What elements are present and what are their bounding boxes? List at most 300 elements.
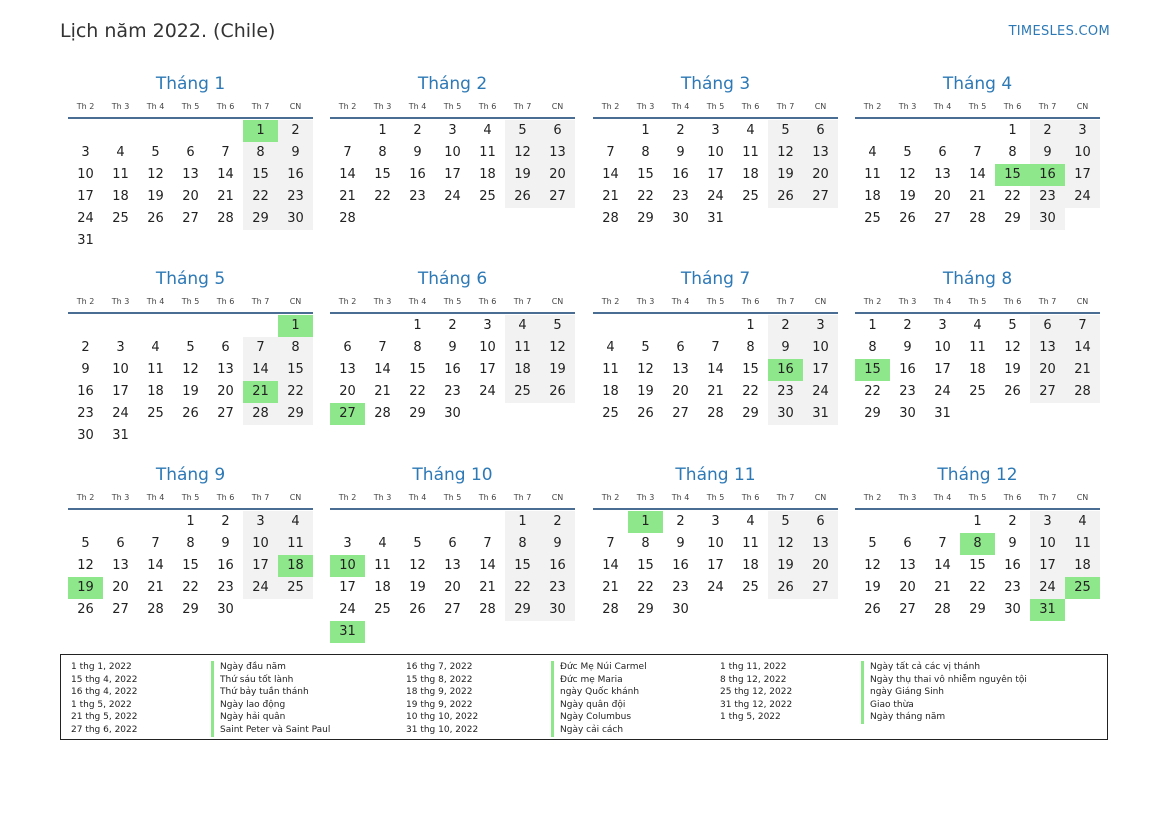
day-cell: 11	[864, 167, 881, 182]
day-cell: 4	[278, 511, 313, 533]
day-cell: 4	[746, 123, 755, 138]
day-cell: 5	[186, 340, 195, 355]
day-cell: 11	[479, 145, 496, 160]
day-cell: 17	[934, 362, 951, 377]
day-cell: 27	[934, 211, 951, 226]
day-cell: 4	[116, 145, 125, 160]
legend-date: 15 thg 8, 2022	[406, 674, 473, 685]
day-cell: 26	[540, 381, 575, 403]
day-cell: 3	[243, 511, 278, 533]
day-cell: 29	[637, 602, 654, 617]
day-cell: 15	[637, 558, 654, 573]
day-cell: 29	[243, 208, 278, 230]
day-cell: 17	[112, 384, 129, 399]
empty-cell	[103, 511, 138, 533]
weekday-label: CN	[814, 297, 827, 306]
weekday-label: Th 2	[76, 493, 95, 502]
day-cell: 27	[112, 602, 129, 617]
day-cell: 25	[969, 384, 986, 399]
day-cell: 13	[444, 558, 461, 573]
legend-holiday-name: Ngày lao động	[220, 699, 286, 710]
month-block	[593, 265, 838, 425]
empty-cell	[138, 511, 173, 533]
legend-holiday-name: Đức mẹ Maria	[560, 674, 623, 685]
day-cell: 16	[409, 167, 426, 182]
day-cell: 28	[602, 602, 619, 617]
month-block	[855, 265, 1100, 425]
weekday-label: Th 2	[601, 297, 620, 306]
day-cell: 5	[768, 511, 803, 533]
legend-date: 1 thg 1, 2022	[71, 662, 132, 672]
day-cell: 8	[243, 142, 278, 164]
day-cell: 5	[868, 536, 877, 551]
day-cell: 11	[278, 533, 313, 555]
day-cell: 17	[1065, 164, 1100, 186]
day-cell: 21	[602, 189, 619, 204]
day-cell: 22	[637, 189, 654, 204]
day-cell: 1	[505, 511, 540, 533]
day-cell: 9	[448, 340, 457, 355]
weekday-label: Th 2	[601, 102, 620, 111]
day-cell: 27	[803, 577, 838, 599]
day-cell: 29	[278, 403, 313, 425]
day-cell: 17	[444, 167, 461, 182]
day-cell: 3	[1030, 511, 1065, 533]
brand-link[interactable]: TIMESLES.COM	[1008, 24, 1110, 39]
day-cell: 4	[973, 318, 982, 333]
holiday-day-cell: 15	[855, 359, 890, 381]
legend-holiday-name: Ngày hải quân	[220, 712, 286, 723]
day-cell: 22	[1004, 189, 1021, 204]
day-cell: 6	[186, 145, 195, 160]
legend-date: 16 thg 7, 2022	[406, 662, 473, 672]
day-cell: 22	[637, 580, 654, 595]
weekday-label: Th 5	[968, 297, 987, 306]
weekday-label: Th 6	[1003, 297, 1022, 306]
day-cell: 30	[672, 602, 689, 617]
day-cell: 22	[243, 186, 278, 208]
day-cell: 19	[147, 189, 164, 204]
day-cell: 22	[278, 381, 313, 403]
weekday-label: Th 2	[338, 493, 357, 502]
weekday-header	[855, 98, 1100, 119]
empty-cell	[208, 315, 243, 337]
legend-holiday-name: Ngày thụ thai vô nhiễm nguyên tội	[870, 674, 1027, 685]
day-cell: 5	[505, 120, 540, 142]
day-cell: 12	[409, 558, 426, 573]
weekday-label: Th 5	[968, 102, 987, 111]
day-cell: 2	[676, 514, 685, 529]
weekday-label: Th 6	[216, 297, 235, 306]
day-cell: 11	[602, 362, 619, 377]
day-grid	[68, 120, 313, 252]
day-cell: 18	[147, 384, 164, 399]
day-cell: 14	[217, 167, 234, 182]
day-cell: 27	[803, 186, 838, 208]
day-cell: 8	[1008, 145, 1017, 160]
weekday-label: Th 3	[636, 493, 655, 502]
weekday-label: Th 3	[373, 102, 392, 111]
day-cell: 16	[444, 362, 461, 377]
day-cell: 14	[602, 558, 619, 573]
day-cell: 12	[182, 362, 199, 377]
day-cell: 20	[112, 580, 129, 595]
day-cell: 3	[448, 123, 457, 138]
empty-cell	[698, 315, 733, 337]
day-cell: 8	[641, 536, 650, 551]
page-title: Lịch năm 2022. (Chile)	[60, 20, 276, 42]
day-cell: 21	[339, 189, 356, 204]
day-cell: 1	[186, 514, 195, 529]
day-cell: 6	[803, 511, 838, 533]
holiday-day-cell: 16	[1030, 164, 1065, 186]
day-cell: 20	[444, 580, 461, 595]
day-cell: 19	[768, 555, 803, 577]
weekday-label: Th 7	[513, 102, 532, 111]
day-cell: 25	[374, 602, 391, 617]
day-cell: 15	[637, 167, 654, 182]
day-cell: 19	[864, 580, 881, 595]
empty-cell	[138, 120, 173, 142]
day-cell: 24	[77, 211, 94, 226]
day-cell: 23	[899, 384, 916, 399]
day-cell: 10	[243, 533, 278, 555]
weekday-header	[593, 293, 838, 314]
empty-cell	[593, 315, 628, 337]
day-cell: 18	[864, 189, 881, 204]
holiday-day-cell: 16	[768, 359, 803, 381]
weekday-label: Th 3	[111, 102, 130, 111]
weekday-label: Th 2	[76, 102, 95, 111]
legend-date: 1 thg 5, 2022	[720, 712, 781, 723]
day-cell: 20	[217, 384, 234, 399]
day-cell: 10	[803, 337, 838, 359]
day-cell: 14	[969, 167, 986, 182]
day-cell: 19	[182, 384, 199, 399]
day-cell: 1	[641, 123, 650, 138]
day-cell: 21	[1065, 359, 1100, 381]
day-cell: 24	[707, 189, 724, 204]
weekday-label: Th 2	[863, 297, 882, 306]
day-cell: 22	[374, 189, 391, 204]
day-cell: 27	[672, 406, 689, 421]
day-cell: 5	[81, 536, 90, 551]
day-cell: 16	[77, 384, 94, 399]
legend-dates	[720, 661, 860, 724]
day-cell: 30	[444, 406, 461, 421]
day-cell: 13	[672, 362, 689, 377]
legend-date: 16 thg 4, 2022	[71, 687, 138, 698]
empty-cell	[330, 315, 365, 337]
legend-holiday-name: Ngày đầu năm	[220, 662, 286, 672]
weekday-label: Th 6	[478, 297, 497, 306]
empty-cell	[103, 120, 138, 142]
weekday-label: Th 3	[898, 493, 917, 502]
month-title: Tháng 1	[155, 74, 226, 94]
day-cell: 15	[969, 558, 986, 573]
legend-date: 31 thg 12, 2022	[720, 699, 793, 710]
day-cell: 19	[505, 164, 540, 186]
day-cell: 15	[278, 359, 313, 381]
day-cell: 18	[742, 558, 759, 573]
day-cell: 14	[707, 362, 724, 377]
day-cell: 7	[973, 145, 982, 160]
day-cell: 25	[602, 406, 619, 421]
weekday-label: Th 3	[898, 297, 917, 306]
legend-holiday-name: Thứ bảy tuần thánh	[220, 687, 309, 698]
day-cell: 23	[409, 189, 426, 204]
day-cell: 7	[378, 340, 387, 355]
empty-cell	[330, 120, 365, 142]
weekday-label: Th 7	[513, 297, 532, 306]
empty-cell	[173, 315, 208, 337]
empty-cell	[925, 120, 960, 142]
empty-cell	[365, 315, 400, 337]
weekday-label: Th 6	[1003, 493, 1022, 502]
day-cell: 1	[746, 318, 755, 333]
weekday-label: Th 4	[933, 493, 952, 502]
day-cell: 26	[899, 211, 916, 226]
day-cell: 30	[768, 403, 803, 425]
day-cell: 28	[147, 602, 164, 617]
weekday-label: Th 6	[216, 493, 235, 502]
day-cell: 21	[602, 580, 619, 595]
day-cell: 15	[742, 362, 759, 377]
day-cell: 3	[711, 123, 720, 138]
day-cell: 20	[934, 189, 951, 204]
month-block	[330, 461, 575, 643]
day-cell: 2	[221, 514, 230, 529]
empty-cell	[663, 315, 698, 337]
day-cell: 5	[768, 120, 803, 142]
month-title: Tháng 9	[155, 465, 226, 485]
day-grid	[68, 315, 313, 447]
day-cell: 29	[637, 211, 654, 226]
day-cell: 26	[409, 602, 426, 617]
day-grid	[330, 120, 575, 230]
holiday-day-cell: 15	[995, 164, 1030, 186]
legend-holiday-name: Ngày tất cả các vị thánh	[870, 662, 981, 672]
day-cell: 25	[742, 580, 759, 595]
weekday-label: Th 6	[216, 102, 235, 111]
day-cell: 9	[903, 340, 912, 355]
day-cell: 27	[444, 602, 461, 617]
day-cell: 21	[374, 384, 391, 399]
weekday-label: CN	[551, 102, 564, 111]
day-cell: 30	[899, 406, 916, 421]
day-cell: 24	[934, 384, 951, 399]
empty-cell	[68, 315, 103, 337]
day-cell: 13	[112, 558, 129, 573]
weekday-label: Th 2	[863, 493, 882, 502]
legend-names	[211, 661, 330, 737]
day-cell: 27	[182, 211, 199, 226]
legend-date: 19 thg 9, 2022	[406, 699, 473, 710]
weekday-label: Th 7	[776, 493, 795, 502]
day-cell: 13	[803, 142, 838, 164]
weekday-header	[855, 293, 1100, 314]
day-cell: 2	[903, 318, 912, 333]
day-cell: 15	[374, 167, 391, 182]
weekday-label: CN	[814, 493, 827, 502]
weekday-label: Th 4	[933, 102, 952, 111]
day-cell: 25	[112, 211, 129, 226]
weekday-label: Th 5	[968, 493, 987, 502]
holiday-day-cell: 21	[243, 381, 278, 403]
day-cell: 26	[77, 602, 94, 617]
day-cell: 10	[934, 340, 951, 355]
day-cell: 3	[343, 536, 352, 551]
day-cell: 9	[221, 536, 230, 551]
day-cell: 25	[864, 211, 881, 226]
weekday-label: Th 2	[76, 297, 95, 306]
day-cell: 10	[1030, 533, 1065, 555]
day-cell: 31	[803, 403, 838, 425]
legend-date: 1 thg 5, 2022	[71, 699, 132, 710]
weekday-label: Th 3	[636, 297, 655, 306]
day-cell: 11	[1065, 533, 1100, 555]
day-cell: 31	[112, 428, 129, 443]
day-cell: 16	[899, 362, 916, 377]
weekday-label: Th 2	[338, 102, 357, 111]
month-block	[68, 70, 313, 252]
day-cell: 1	[1008, 123, 1017, 138]
day-cell: 7	[483, 536, 492, 551]
empty-cell	[138, 315, 173, 337]
day-cell: 18	[505, 359, 540, 381]
legend-date: 18 thg 9, 2022	[406, 687, 473, 698]
weekday-label: Th 7	[251, 493, 270, 502]
day-cell: 28	[602, 211, 619, 226]
legend-holiday-name: Ngày quân đội	[560, 699, 626, 710]
month-title: Tháng 8	[942, 269, 1013, 289]
month-title: Tháng 4	[942, 74, 1013, 94]
holiday-day-cell: 10	[330, 555, 365, 577]
weekday-label: CN	[551, 297, 564, 306]
day-cell: 7	[938, 536, 947, 551]
day-cell: 23	[672, 189, 689, 204]
weekday-label: Th 2	[601, 493, 620, 502]
day-cell: 30	[540, 599, 575, 621]
day-cell: 6	[448, 536, 457, 551]
weekday-label: Th 2	[338, 297, 357, 306]
weekday-label: Th 4	[408, 493, 427, 502]
holiday-day-cell: 19	[68, 577, 103, 599]
day-cell: 3	[938, 318, 947, 333]
day-cell: 14	[339, 167, 356, 182]
day-cell: 29	[864, 406, 881, 421]
day-cell: 25	[479, 189, 496, 204]
weekday-label: Th 5	[443, 493, 462, 502]
weekday-label: Th 3	[373, 297, 392, 306]
day-cell: 24	[112, 406, 129, 421]
weekday-label: Th 3	[636, 102, 655, 111]
day-cell: 25	[147, 406, 164, 421]
day-cell: 22	[864, 384, 881, 399]
day-cell: 10	[77, 167, 94, 182]
day-cell: 16	[217, 558, 234, 573]
day-grid	[855, 120, 1100, 230]
month-block	[68, 461, 313, 621]
day-cell: 30	[278, 208, 313, 230]
day-cell: 18	[602, 384, 619, 399]
day-cell: 16	[540, 555, 575, 577]
weekday-label: Th 7	[513, 493, 532, 502]
empty-cell	[890, 120, 925, 142]
weekday-label: CN	[814, 102, 827, 111]
day-cell: 9	[768, 337, 803, 359]
weekday-label: Th 7	[1038, 102, 1057, 111]
day-cell: 7	[343, 145, 352, 160]
day-cell: 21	[479, 580, 496, 595]
weekday-header	[593, 489, 838, 510]
weekday-label: Th 4	[671, 297, 690, 306]
weekday-label: Th 7	[776, 102, 795, 111]
empty-cell	[68, 511, 103, 533]
day-cell: 8	[278, 337, 313, 359]
weekday-header	[593, 98, 838, 119]
day-cell: 24	[803, 381, 838, 403]
month-block	[593, 70, 838, 230]
day-cell: 7	[606, 145, 615, 160]
legend-date: 15 thg 4, 2022	[71, 674, 138, 685]
weekday-label: Th 5	[181, 493, 200, 502]
month-title: Tháng 6	[417, 269, 488, 289]
day-cell: 21	[934, 580, 951, 595]
month-block	[593, 461, 838, 621]
day-cell: 26	[505, 186, 540, 208]
day-cell: 11	[147, 362, 164, 377]
day-cell: 13	[217, 362, 234, 377]
day-cell: 5	[151, 145, 160, 160]
empty-cell	[855, 511, 890, 533]
day-cell: 6	[1030, 315, 1065, 337]
day-cell: 1	[973, 514, 982, 529]
weekday-label: Th 5	[706, 102, 725, 111]
day-cell: 28	[339, 211, 356, 226]
month-block	[855, 461, 1100, 621]
day-cell: 4	[378, 536, 387, 551]
holiday-legend	[60, 654, 1108, 740]
day-cell: 22	[182, 580, 199, 595]
day-cell: 18	[1065, 555, 1100, 577]
day-cell: 31	[934, 406, 951, 421]
day-cell: 18	[374, 580, 391, 595]
legend-date: 1 thg 11, 2022	[720, 662, 787, 672]
month-title: Tháng 11	[675, 465, 756, 485]
day-cell: 17	[339, 580, 356, 595]
weekday-label: Th 5	[706, 297, 725, 306]
day-cell: 9	[1008, 536, 1017, 551]
weekday-label: Th 6	[478, 493, 497, 502]
legend-holiday-name: Thứ sáu tốt lành	[220, 674, 294, 685]
legend-holiday-name: Saint Peter và Saint Paul	[220, 724, 331, 735]
holiday-day-cell: 1	[278, 315, 313, 337]
day-cell: 8	[186, 536, 195, 551]
day-cell: 7	[221, 145, 230, 160]
month-block	[68, 265, 313, 447]
day-cell: 6	[116, 536, 125, 551]
legend-holiday-name: ngày Quốc khánh	[560, 687, 640, 698]
day-cell: 9	[676, 145, 685, 160]
day-cell: 29	[742, 406, 759, 421]
day-cell: 11	[374, 558, 391, 573]
day-cell: 6	[540, 120, 575, 142]
day-cell: 16	[672, 167, 689, 182]
month-block	[330, 265, 575, 425]
day-cell: 18	[479, 167, 496, 182]
day-cell: 4	[151, 340, 160, 355]
